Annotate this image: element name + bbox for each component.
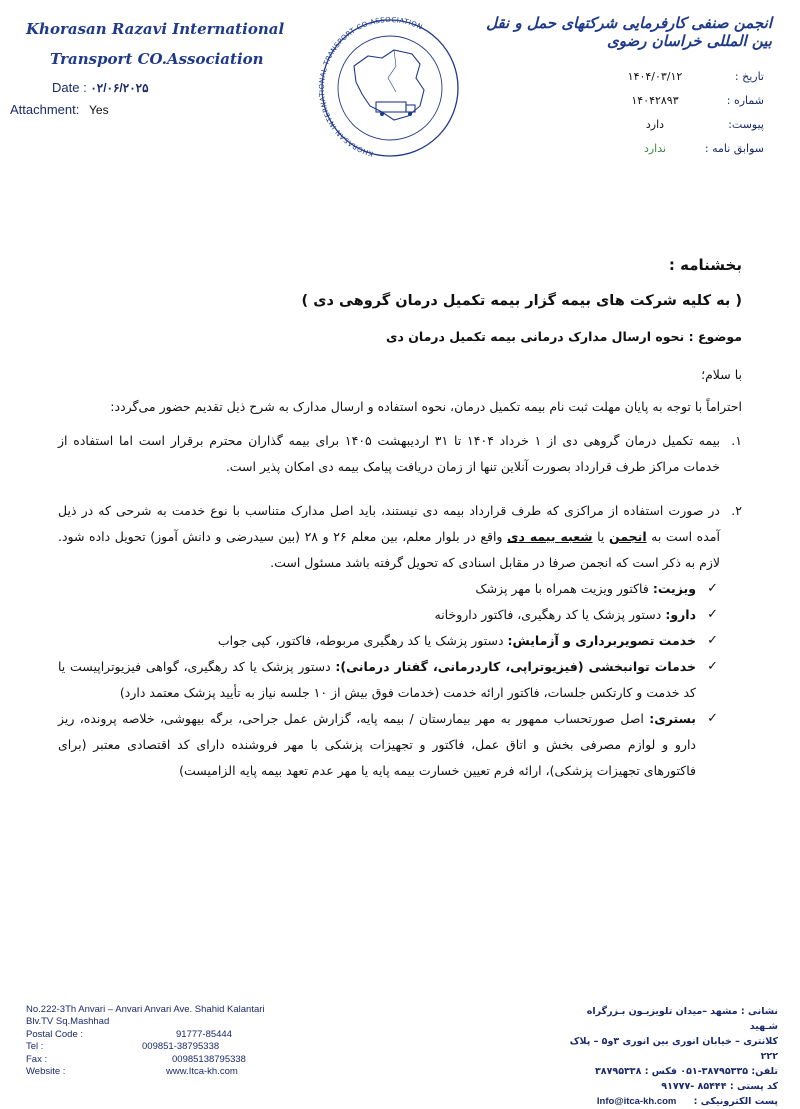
item2-or: یا: [597, 529, 605, 544]
footer-tel-label: Tel :: [26, 1041, 44, 1053]
check-icon: ✓: [707, 633, 718, 648]
footer-email-link[interactable]: Info@itca-kh.com: [596, 1096, 677, 1107]
footer-email-row: [558, 1094, 778, 1109]
meta-number-value: ۱۴۰۴۲۸۹۳: [631, 94, 679, 107]
meta-number-label: شماره :: [726, 94, 764, 107]
association-name-en-line2: Transport CO.Association: [50, 50, 264, 68]
footer-postal-row: [26, 1029, 266, 1041]
footer-fax-value: 00985138795338: [172, 1053, 246, 1065]
check-item-visit: [58, 576, 718, 602]
check-item-rehab: [58, 654, 718, 706]
check-text: فاکتور ویزیت همراه با مهر پزشک: [475, 581, 649, 596]
date-label: Date :: [52, 80, 87, 95]
association-name-en-line1: Khorasan Razavi International: [26, 20, 285, 38]
greeting: با سلام؛: [701, 367, 742, 382]
meta-history-label: سوابق نامه :: [704, 142, 764, 155]
meta-date: [564, 70, 764, 94]
association-name-fa: انجمن صنفی کارفرمایی شرکتهای حمل و نقل بین المللی خراسان رضوی: [486, 14, 772, 50]
item1-text: بیمه تکمیل درمان گروهی دی از ۱ خرداد ۱۴۰۴ تا ۳۱ اردیبهشت ۱۴۰۵ برای بیمه گذاران محترم برقرار است اما استفاده از خدمات مراکز طرف قرارداد بصورت آنلاین تنها از زمان دریافت پیامک بیمه دی امکان پذیر است.: [58, 433, 720, 474]
item2-text: [58, 498, 720, 576]
item2-part-b: واقع در بلوار معلم، بین معلم ۲۶ و ۲۸ (بین سیدرضی و دانش آموز) تحویل داده شود. لازم به ذکر است که انجمن صرفا در مقابل اسنادی که تحویل گرفته باشد مسئول است.: [58, 529, 720, 570]
item2-anjoman: انجمن: [608, 529, 647, 544]
date-value: ۰۲/۰۶/۲۰۲۵: [90, 81, 149, 95]
item2-part-a: در صورت استفاده از مراکزی که طرف قرارداد بیمه دی نیستند، باید اصل مدارک متناسب با نوع خدمت به شرحی که در ذیل آمده است به: [58, 503, 720, 544]
footer-postal-value: 91777-85444: [176, 1028, 232, 1040]
meta-date-label: تاریخ :: [734, 70, 764, 83]
attachment-value: Yes: [89, 103, 109, 117]
meta-number: [564, 94, 764, 118]
footer-fax-label: Fax :: [26, 1053, 48, 1065]
footer-phone-fa: تلفن: ۳۸۷۹۵۳۳۵-۰۵۱ فکس : ۳۸۷۹۵۳۳۸: [595, 1066, 778, 1077]
subject-label: موضوع :: [688, 329, 742, 344]
check-icon: ✓: [707, 607, 718, 622]
check-title: ویزیت:: [652, 581, 696, 596]
footer-contact-fa: [558, 1004, 778, 1109]
footer-website-link[interactable]: www.Itca-kh.com: [166, 1066, 238, 1078]
footer-email-label: پست الکترونیکی :: [693, 1096, 778, 1107]
footer-contact-en: [26, 1004, 266, 1078]
footer-postal-label: Postal Code :: [26, 1028, 84, 1040]
meta-history-value: ندارد: [643, 142, 667, 155]
date-en: [52, 80, 149, 95]
association-logo: [316, 6, 464, 158]
check-icon: ✓: [707, 581, 718, 596]
check-item-medicine: [58, 602, 718, 628]
attachment-label: Attachment:: [10, 102, 80, 117]
footer-website-label: Website :: [26, 1066, 66, 1078]
letter-body: [58, 252, 742, 784]
check-item-hospital: [58, 706, 718, 784]
meta-attachment-label: پیوست:: [728, 118, 764, 131]
check-icon: ✓: [707, 659, 718, 674]
check-title: خدمات توانبخشی (فیزیوتراپی، کاردرمانی، گفتار درمانی):: [335, 659, 696, 674]
check-text: دستور پزشک یا کد رهگیری مربوطه، فاکتور، کپی جواب: [217, 633, 504, 648]
footer-fax-row: [26, 1054, 266, 1066]
circular-heading: بخشنامه :: [668, 256, 742, 274]
list-item-1: [58, 428, 742, 480]
intro-paragraph: احتراماً با توجه به پایان مهلت ثبت نام بیمه تکمیل درمان، نحوه استفاده و ارسال مدارک به شرح ذیل تقدیم حضور می‌گردد:: [110, 399, 742, 414]
footer-postal-fa: کد پستی : ۸۵۴۴۴ -۹۱۷۷۷: [661, 1081, 778, 1092]
subject-line: [58, 324, 742, 362]
meta-history: [564, 142, 764, 166]
svg-text:KHORASAN INTERNATIONAL TRANSPO: KHORASAN INTERNATIONAL TRANSPORT CO.ASSOCIATION: [317, 15, 424, 158]
footer-website-row: [26, 1066, 266, 1078]
item1-number: ۱.: [731, 433, 742, 448]
footer-tel-row: [26, 1041, 266, 1053]
meta-attachment: [564, 118, 764, 142]
subject-text: نحوه ارسال مدارک درمانی بیمه تکمیل درمان دی: [385, 329, 685, 344]
check-text: دستور پزشک یا کد رهگیری، گواهی فیزیوتراپیست یا کد خدمت و کارتکس جلسات، فاکتور ارائه خدمت (خدمات فوق بیش از ۱۰ جلسه نیاز به تأیید پزشک معتمد دارد): [58, 659, 696, 700]
footer-tel-value: 009851-38795338: [142, 1041, 220, 1053]
check-title: خدمت تصویربرداری و آزمایش:: [507, 633, 696, 648]
recipients-heading: ( به کلیه شرکت های بیمه گزار بیمه تکمیل درمان گروهی دی ): [301, 293, 742, 309]
meta-date-value: ۱۴۰۴/۰۳/۱۲: [627, 70, 683, 83]
check-title: بستری:: [649, 711, 696, 726]
letter-meta: [564, 70, 764, 166]
check-title: دارو:: [665, 607, 696, 622]
check-text: دستور پزشک یا کد رهگیری، فاکتور داروخانه: [434, 607, 662, 622]
footer-address-fa-1: نشانی : مشهد –میدان تلویزیـون بـزرگراه شـهید: [586, 1006, 778, 1032]
list-item-2: [58, 498, 742, 576]
item2-branch: شعبه بیمه دی: [507, 529, 593, 544]
documents-checklist: [58, 576, 718, 784]
attachment-en: [10, 102, 109, 117]
meta-attachment-value: دارد: [645, 118, 665, 131]
footer-address-fa-2: کلانتری – خیابان انوری بین انوری ۳و۵ – پلاک ۲۲۲: [569, 1036, 778, 1062]
check-text: اصل صورتحساب ممهور به مهر بیمارستان / بیمه پایه، گزارش عمل جراحی، برگه بیهوشی، خلاصه پرونده، ریز دارو و لوازم مصرفی بخش و اتاق عمل، فاکتور و تجهیزات پزشکی با مهر فروشنده دارای کد اقتصادی معتبر (برای فاکتورهای تجهیزات پزشکی)، ارائه فرم تعیین خسارت بیمه پایه یا مهر عدم تعهد بیمه پایه الزامیست): [58, 711, 696, 778]
footer-address-en: No.222-3Th Anvari – Anvari Anvari Ave. Shahid Kalantari Blv.TV Sq.Mashhad: [26, 1004, 265, 1028]
check-item-imaging: [58, 628, 718, 654]
item2-number: ۲.: [731, 503, 742, 518]
check-icon: ✓: [707, 711, 718, 726]
